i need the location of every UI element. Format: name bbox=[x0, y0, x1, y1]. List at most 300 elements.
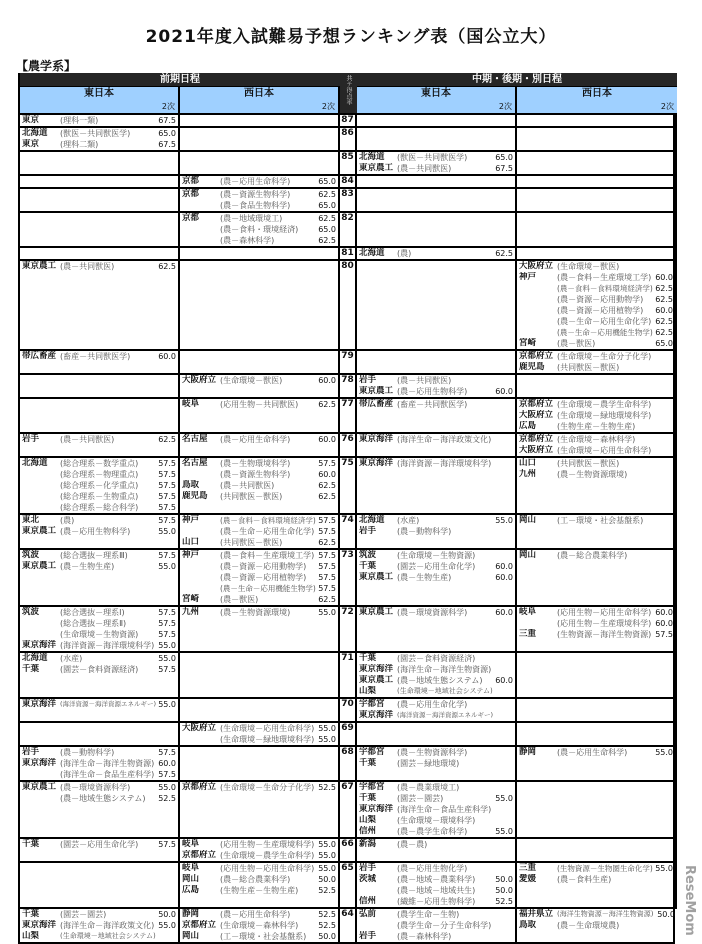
west-cell bbox=[180, 113, 340, 126]
list-item bbox=[182, 537, 336, 548]
east-late-cell bbox=[357, 373, 517, 397]
university-name: 名古屋 bbox=[182, 458, 208, 468]
second-exam-score: 62.5 bbox=[318, 214, 336, 223]
score-rate: 78 bbox=[340, 373, 357, 397]
university-name: 岡山 bbox=[519, 550, 537, 560]
east-late-cell bbox=[357, 349, 517, 373]
score-rate: 76 bbox=[340, 432, 357, 456]
second-exam-score: 62.5 bbox=[318, 538, 336, 547]
university-name bbox=[22, 793, 60, 804]
west-label: 西日本 bbox=[582, 88, 612, 99]
west-late-cell bbox=[517, 150, 677, 174]
department-name: (共同獣医－獣医) bbox=[220, 538, 283, 547]
east-cell bbox=[20, 548, 180, 605]
list-item bbox=[359, 572, 513, 583]
university-name: 鳥取 bbox=[519, 920, 537, 930]
score-rate: 74 bbox=[340, 513, 357, 548]
second-exam-score: 57.5 bbox=[158, 619, 176, 628]
east-cell bbox=[20, 456, 180, 513]
department-name: (生命環境－獣医) bbox=[220, 376, 283, 385]
university-name: 東京農工 bbox=[359, 386, 394, 396]
department-name: (応用生物－応用生命科学) bbox=[220, 864, 315, 873]
department-name: (獣医－共同獣医学) bbox=[397, 153, 468, 162]
university-name bbox=[182, 583, 220, 594]
department-name: (農－動物科学) bbox=[397, 527, 452, 536]
department-name: (総合理系－化学重点) bbox=[60, 481, 139, 490]
east-late-cell bbox=[357, 126, 517, 150]
department-name: (農－獣医) bbox=[220, 595, 259, 604]
second-exam-score: 55.0 bbox=[158, 654, 176, 663]
list-item bbox=[22, 458, 176, 469]
header-west bbox=[180, 86, 340, 113]
department-name: (農－生物資源科学) bbox=[397, 748, 468, 757]
west-cell bbox=[180, 259, 340, 349]
second-exam-score: 62.5 bbox=[655, 317, 673, 326]
department-name: (生物資源－海洋生物資源) bbox=[557, 630, 652, 639]
university-name: 北海道 bbox=[22, 128, 48, 138]
second-exam-score: 62.5 bbox=[655, 284, 673, 293]
department-name: (海洋資源－海洋環境科学) bbox=[397, 459, 492, 468]
department-name: (園芸－食料資源経済) bbox=[60, 665, 139, 674]
department-name: (獣医－共同獣医学) bbox=[60, 129, 131, 138]
second-exam-score bbox=[653, 458, 673, 469]
university-name bbox=[182, 224, 220, 235]
department-name: (生命環境－生物資源) bbox=[397, 551, 476, 560]
university-name: 大阪府立 bbox=[519, 445, 554, 455]
east-late-cell bbox=[357, 651, 517, 697]
second-exam-score bbox=[653, 874, 673, 885]
second-exam-label: 2次 bbox=[321, 102, 335, 111]
department-name: (農学生命－分子生命科学) bbox=[397, 921, 492, 930]
university-name: 北海道 bbox=[359, 152, 385, 162]
list-item bbox=[182, 235, 336, 246]
east-cell bbox=[20, 349, 180, 373]
second-exam-score: 60.0 bbox=[318, 470, 336, 479]
second-exam-score: 55.0 bbox=[318, 851, 336, 860]
department-name: (総合理系－数学重点) bbox=[60, 459, 139, 468]
list-item bbox=[182, 526, 336, 537]
university-name: 新潟 bbox=[359, 839, 377, 849]
university-name: 大阪府立 bbox=[519, 410, 554, 420]
second-exam-score bbox=[493, 526, 513, 537]
header-late-schedule: 中期・後期・別日程 bbox=[357, 73, 677, 86]
department-name: (応用生物－生産環境科学) bbox=[557, 619, 652, 628]
department-name: (農－共同獣医) bbox=[60, 262, 115, 271]
university-name: 千葉 bbox=[359, 561, 377, 571]
department-name: (農－共同獣医) bbox=[220, 481, 275, 490]
university-name: 東京 bbox=[22, 139, 40, 149]
east-label: 東日本 bbox=[84, 88, 114, 99]
university-name bbox=[519, 294, 557, 305]
west-cell bbox=[180, 651, 340, 697]
university-name: 名古屋 bbox=[182, 434, 208, 444]
department-name: (海洋生命－海洋政策文化) bbox=[397, 435, 492, 444]
list-item bbox=[359, 607, 513, 618]
second-exam-score bbox=[493, 815, 513, 826]
list-item bbox=[22, 128, 176, 139]
department-name: (生命環境－森林科学) bbox=[220, 921, 299, 930]
second-exam-label: 2次 bbox=[161, 102, 175, 111]
list-item bbox=[182, 782, 336, 793]
department-name: (農－地域－地域共生) bbox=[397, 886, 476, 895]
second-exam-score: 52.5 bbox=[158, 794, 176, 803]
department-name: (生物資源－生物圏生命化学) bbox=[557, 864, 653, 873]
second-exam-score bbox=[493, 550, 513, 561]
university-name: 東京海洋 bbox=[22, 699, 57, 709]
second-exam-score bbox=[653, 515, 673, 526]
department-name: (農－共同獣医) bbox=[60, 435, 115, 444]
university-name: 東京農工 bbox=[359, 163, 394, 173]
university-name: 信州 bbox=[359, 826, 377, 836]
list-item bbox=[519, 629, 673, 640]
university-name bbox=[22, 629, 60, 640]
second-exam-score bbox=[653, 550, 673, 561]
department-name: (生物生産－生物生産) bbox=[557, 422, 636, 431]
score-rate: 66 bbox=[340, 837, 357, 861]
list-item bbox=[359, 675, 513, 686]
second-exam-score: 55.0 bbox=[318, 735, 336, 744]
second-exam-score: 57.5 bbox=[318, 562, 336, 571]
list-item bbox=[519, 863, 673, 874]
west-cell bbox=[180, 187, 340, 211]
list-item bbox=[22, 491, 176, 502]
department-name: (理科二類) bbox=[60, 140, 99, 149]
list-item bbox=[22, 480, 176, 491]
west-cell bbox=[180, 456, 340, 513]
university-name bbox=[359, 920, 397, 931]
resemom-watermark: ReseMom bbox=[682, 865, 697, 936]
university-name: 京都府立 bbox=[182, 920, 217, 930]
department-name: (農－応用生命科学) bbox=[220, 177, 291, 186]
department-name: (生命環境－森林科学) bbox=[557, 435, 636, 444]
west-cell bbox=[180, 548, 340, 605]
list-item bbox=[182, 594, 336, 605]
second-exam-score: 57.5 bbox=[158, 459, 176, 468]
university-name: 弘前 bbox=[359, 909, 377, 919]
department-name: (農－資源－応用植物学) bbox=[220, 573, 307, 582]
list-item bbox=[182, 189, 336, 200]
university-name: 京都府立 bbox=[519, 351, 554, 361]
department-name: (農－獣医) bbox=[557, 339, 596, 348]
university-name: 岩手 bbox=[359, 863, 377, 873]
header-early-schedule: 前期日程 bbox=[20, 73, 340, 86]
score-rate: 68 bbox=[340, 745, 357, 780]
list-item bbox=[22, 618, 176, 629]
score-rate: 71 bbox=[340, 651, 357, 697]
second-exam-label: 2次 bbox=[498, 102, 512, 111]
department-name: (工－環境・社会基盤系) bbox=[220, 932, 307, 941]
page-title: 2021年度入試難易予想ランキング表（国公立大） bbox=[145, 27, 557, 47]
west-late-cell bbox=[517, 373, 677, 397]
second-exam-score: 57.5 bbox=[158, 748, 176, 757]
department-name: (生命環境－農学生命科学) bbox=[220, 851, 315, 860]
second-exam-score: 62.5 bbox=[318, 236, 336, 245]
department-name: (農－応用生物科学) bbox=[60, 527, 131, 536]
second-exam-score bbox=[493, 782, 513, 793]
list-item bbox=[22, 782, 176, 793]
east-late-cell bbox=[357, 456, 517, 513]
department-name: (総合理系－物理重点) bbox=[60, 470, 139, 479]
department-name: (園芸－緑地環境) bbox=[397, 759, 460, 768]
university-name: 岐阜 bbox=[182, 863, 200, 873]
university-name: 東京海洋 bbox=[22, 920, 57, 930]
second-exam-score: 55.0 bbox=[318, 724, 336, 733]
west-late-cell bbox=[517, 174, 677, 187]
second-exam-score bbox=[653, 399, 673, 410]
second-exam-score: 57.5 bbox=[318, 527, 336, 536]
second-exam-score: 55.0 bbox=[158, 641, 176, 650]
second-exam-score: 60.0 bbox=[495, 387, 513, 396]
east-cell bbox=[20, 745, 180, 780]
second-exam-score bbox=[493, 375, 513, 386]
university-name: 千葉 bbox=[359, 758, 377, 768]
department-name: (農－応用生物科学) bbox=[397, 387, 468, 396]
second-exam-score: 62.5 bbox=[655, 328, 673, 337]
list-item bbox=[359, 826, 513, 837]
second-exam-score: 50.0 bbox=[495, 886, 513, 895]
university-name: 京都府立 bbox=[182, 782, 217, 792]
second-exam-score: 50.0 bbox=[495, 875, 513, 884]
west-late-cell bbox=[517, 780, 677, 837]
east-cell bbox=[20, 780, 180, 837]
university-name bbox=[22, 491, 60, 502]
department-name: (生物生産－生物生産) bbox=[220, 886, 299, 895]
department-name: (農－農学生命科学) bbox=[397, 827, 468, 836]
university-name: 山梨 bbox=[359, 686, 377, 696]
east-label: 東日本 bbox=[421, 88, 451, 99]
department-name: (農－地域－農業科学) bbox=[397, 875, 476, 884]
department-name: (農－応用生命科学) bbox=[220, 910, 291, 919]
university-name: 東北 bbox=[22, 515, 40, 525]
department-name: (農－食料－生産環境工学) bbox=[557, 273, 652, 282]
university-name: 岩手 bbox=[22, 434, 40, 444]
university-name: 千葉 bbox=[22, 909, 40, 919]
east-late-cell bbox=[357, 246, 517, 259]
section-label: 【農学系】 bbox=[16, 59, 77, 73]
second-exam-score: 60.0 bbox=[158, 352, 176, 361]
second-exam-score bbox=[156, 931, 176, 942]
list-item bbox=[359, 386, 513, 397]
university-name: 愛媛 bbox=[519, 874, 537, 884]
west-late-cell bbox=[517, 113, 677, 126]
score-rate: 77 bbox=[340, 397, 357, 432]
department-name: (生命環境－生命分子化学) bbox=[220, 783, 315, 792]
second-exam-score: 55.0 bbox=[158, 527, 176, 536]
list-item bbox=[22, 526, 176, 537]
list-item bbox=[22, 640, 176, 651]
second-exam-score: 57.5 bbox=[318, 459, 336, 468]
department-name: (農－応用生命科学) bbox=[557, 748, 628, 757]
second-exam-score bbox=[653, 445, 673, 456]
list-item bbox=[519, 399, 673, 410]
university-name bbox=[22, 618, 60, 629]
second-exam-score: 57.5 bbox=[318, 584, 336, 593]
west-late-cell bbox=[517, 211, 677, 246]
university-name: 鹿児島 bbox=[182, 491, 208, 501]
list-item bbox=[519, 305, 673, 316]
list-item bbox=[359, 896, 513, 907]
west-cell bbox=[180, 126, 340, 150]
second-exam-score: 62.5 bbox=[158, 435, 176, 444]
east-cell bbox=[20, 432, 180, 456]
university-name bbox=[22, 769, 60, 780]
department-name: (共同獣医－獣医) bbox=[557, 363, 620, 372]
university-name bbox=[359, 885, 397, 896]
list-item bbox=[182, 931, 336, 942]
second-exam-score: 55.0 bbox=[318, 864, 336, 873]
list-item bbox=[359, 152, 513, 163]
department-name: (生命環境－地域社会システム) bbox=[397, 687, 493, 695]
department-name: (総合選抜－理系Ⅰ) bbox=[60, 608, 125, 617]
list-item bbox=[182, 885, 336, 896]
header-east-late bbox=[357, 86, 517, 113]
second-exam-score bbox=[653, 261, 673, 272]
second-exam-score: 67.5 bbox=[495, 164, 513, 173]
list-item bbox=[359, 920, 513, 931]
second-exam-score bbox=[493, 804, 513, 815]
list-item bbox=[519, 909, 675, 920]
second-exam-score bbox=[653, 421, 673, 432]
second-exam-score: 55.0 bbox=[158, 700, 176, 709]
university-name: 東京農工 bbox=[359, 572, 394, 582]
university-name: 京都府立 bbox=[519, 434, 554, 444]
second-exam-score: 62.5 bbox=[158, 262, 176, 271]
list-item bbox=[359, 664, 513, 675]
second-exam-score: 65.0 bbox=[318, 225, 336, 234]
second-exam-score: 60.0 bbox=[655, 273, 673, 282]
list-item bbox=[182, 176, 336, 187]
department-name: (水産) bbox=[397, 516, 420, 525]
list-item bbox=[359, 434, 513, 445]
university-name: 九州 bbox=[519, 469, 537, 479]
university-name: 宮崎 bbox=[519, 338, 537, 348]
east-late-cell bbox=[357, 150, 517, 174]
department-name: (応用生物－応用生命科学) bbox=[557, 608, 652, 617]
list-item bbox=[519, 338, 673, 349]
department-name: (生命環境－応用生命科学) bbox=[220, 724, 315, 733]
east-late-cell bbox=[357, 187, 517, 211]
list-item bbox=[359, 561, 513, 572]
second-exam-score: 67.5 bbox=[158, 116, 176, 125]
second-exam-score: 62.5 bbox=[655, 295, 673, 304]
second-exam-score: 57.5 bbox=[158, 481, 176, 490]
second-exam-score: 60.0 bbox=[318, 435, 336, 444]
university-name: 岩手 bbox=[359, 931, 377, 941]
west-cell bbox=[180, 907, 340, 942]
university-name: 信州 bbox=[359, 896, 377, 906]
second-exam-score: 50.0 bbox=[318, 875, 336, 884]
east-cell bbox=[20, 174, 180, 187]
university-name: 東京海洋 bbox=[359, 458, 394, 468]
west-late-cell bbox=[517, 513, 677, 548]
university-name: 岩手 bbox=[22, 747, 40, 757]
west-cell bbox=[180, 861, 340, 907]
east-late-cell bbox=[357, 605, 517, 651]
list-item bbox=[519, 445, 673, 456]
second-exam-score: 60.0 bbox=[495, 608, 513, 617]
west-late-cell bbox=[517, 745, 677, 780]
second-exam-score: 60.0 bbox=[655, 306, 673, 315]
list-item bbox=[182, 920, 336, 931]
list-item bbox=[519, 607, 673, 618]
list-item bbox=[359, 747, 513, 758]
university-name bbox=[22, 480, 60, 491]
university-name: 広島 bbox=[519, 421, 537, 431]
second-exam-score: 52.5 bbox=[318, 783, 336, 792]
university-name: 京都府立 bbox=[182, 850, 217, 860]
university-name: 東京 bbox=[22, 115, 40, 125]
department-name: (農学生命－生物) bbox=[397, 910, 460, 919]
university-name: 神戸 bbox=[519, 272, 537, 282]
list-item bbox=[182, 550, 336, 561]
list-item bbox=[182, 583, 336, 594]
west-late-cell bbox=[517, 861, 677, 907]
list-item bbox=[359, 863, 513, 874]
second-exam-score: 55.0 bbox=[158, 783, 176, 792]
university-name: 山口 bbox=[519, 458, 537, 468]
east-late-cell bbox=[357, 397, 517, 432]
department-name: (農－地域環境工) bbox=[220, 214, 283, 223]
list-item bbox=[359, 699, 513, 710]
university-name: 岡山 bbox=[182, 874, 200, 884]
east-cell bbox=[20, 605, 180, 651]
list-item bbox=[519, 920, 675, 931]
second-exam-score: 57.5 bbox=[158, 470, 176, 479]
list-item bbox=[22, 664, 176, 675]
east-cell bbox=[20, 513, 180, 548]
second-exam-score: 57.5 bbox=[158, 665, 176, 674]
east-cell bbox=[20, 259, 180, 349]
second-exam-score: 57.5 bbox=[158, 516, 176, 525]
department-name: (生命環境－生物資源) bbox=[60, 630, 139, 639]
university-name bbox=[182, 469, 220, 480]
west-cell bbox=[180, 721, 340, 745]
university-name: 広島 bbox=[182, 885, 200, 895]
university-name: 帯広畜産 bbox=[359, 399, 394, 409]
second-exam-score bbox=[493, 839, 513, 850]
second-exam-score bbox=[655, 920, 675, 931]
department-name: (海洋資源－海洋資源エネルギー) bbox=[397, 711, 493, 719]
second-exam-score bbox=[493, 920, 513, 931]
university-name: 神戸 bbox=[182, 550, 200, 560]
department-name: (農－共同獣医) bbox=[397, 376, 452, 385]
department-name: (工－環境・社会基盤系) bbox=[557, 516, 644, 525]
university-name bbox=[182, 200, 220, 211]
west-late-cell bbox=[517, 432, 677, 456]
list-item bbox=[22, 261, 176, 272]
list-item bbox=[359, 815, 513, 826]
east-cell bbox=[20, 246, 180, 259]
university-name: 東京海洋 bbox=[359, 664, 394, 674]
department-name: (農－地域生態システム) bbox=[397, 676, 483, 685]
east-late-cell bbox=[357, 211, 517, 246]
list-item bbox=[22, 653, 176, 664]
department-name: (総合選抜－理系Ⅱ) bbox=[60, 619, 127, 628]
second-exam-score: 60.0 bbox=[495, 562, 513, 571]
department-name: (生命環境－地域社会システム) bbox=[60, 932, 156, 940]
department-name: (海洋生命－食品生産科学) bbox=[397, 805, 492, 814]
list-item bbox=[519, 362, 673, 373]
west-cell bbox=[180, 211, 340, 246]
east-cell bbox=[20, 113, 180, 126]
department-name: (農－食料－生産環境工学) bbox=[220, 551, 315, 560]
second-exam-score bbox=[493, 710, 513, 721]
west-late-cell bbox=[517, 837, 677, 861]
department-name: (園芸－応用生命化学) bbox=[397, 562, 476, 571]
second-exam-score: 50.0 bbox=[657, 910, 675, 919]
university-name: 大阪府立 bbox=[182, 375, 217, 385]
list-item bbox=[182, 515, 336, 526]
